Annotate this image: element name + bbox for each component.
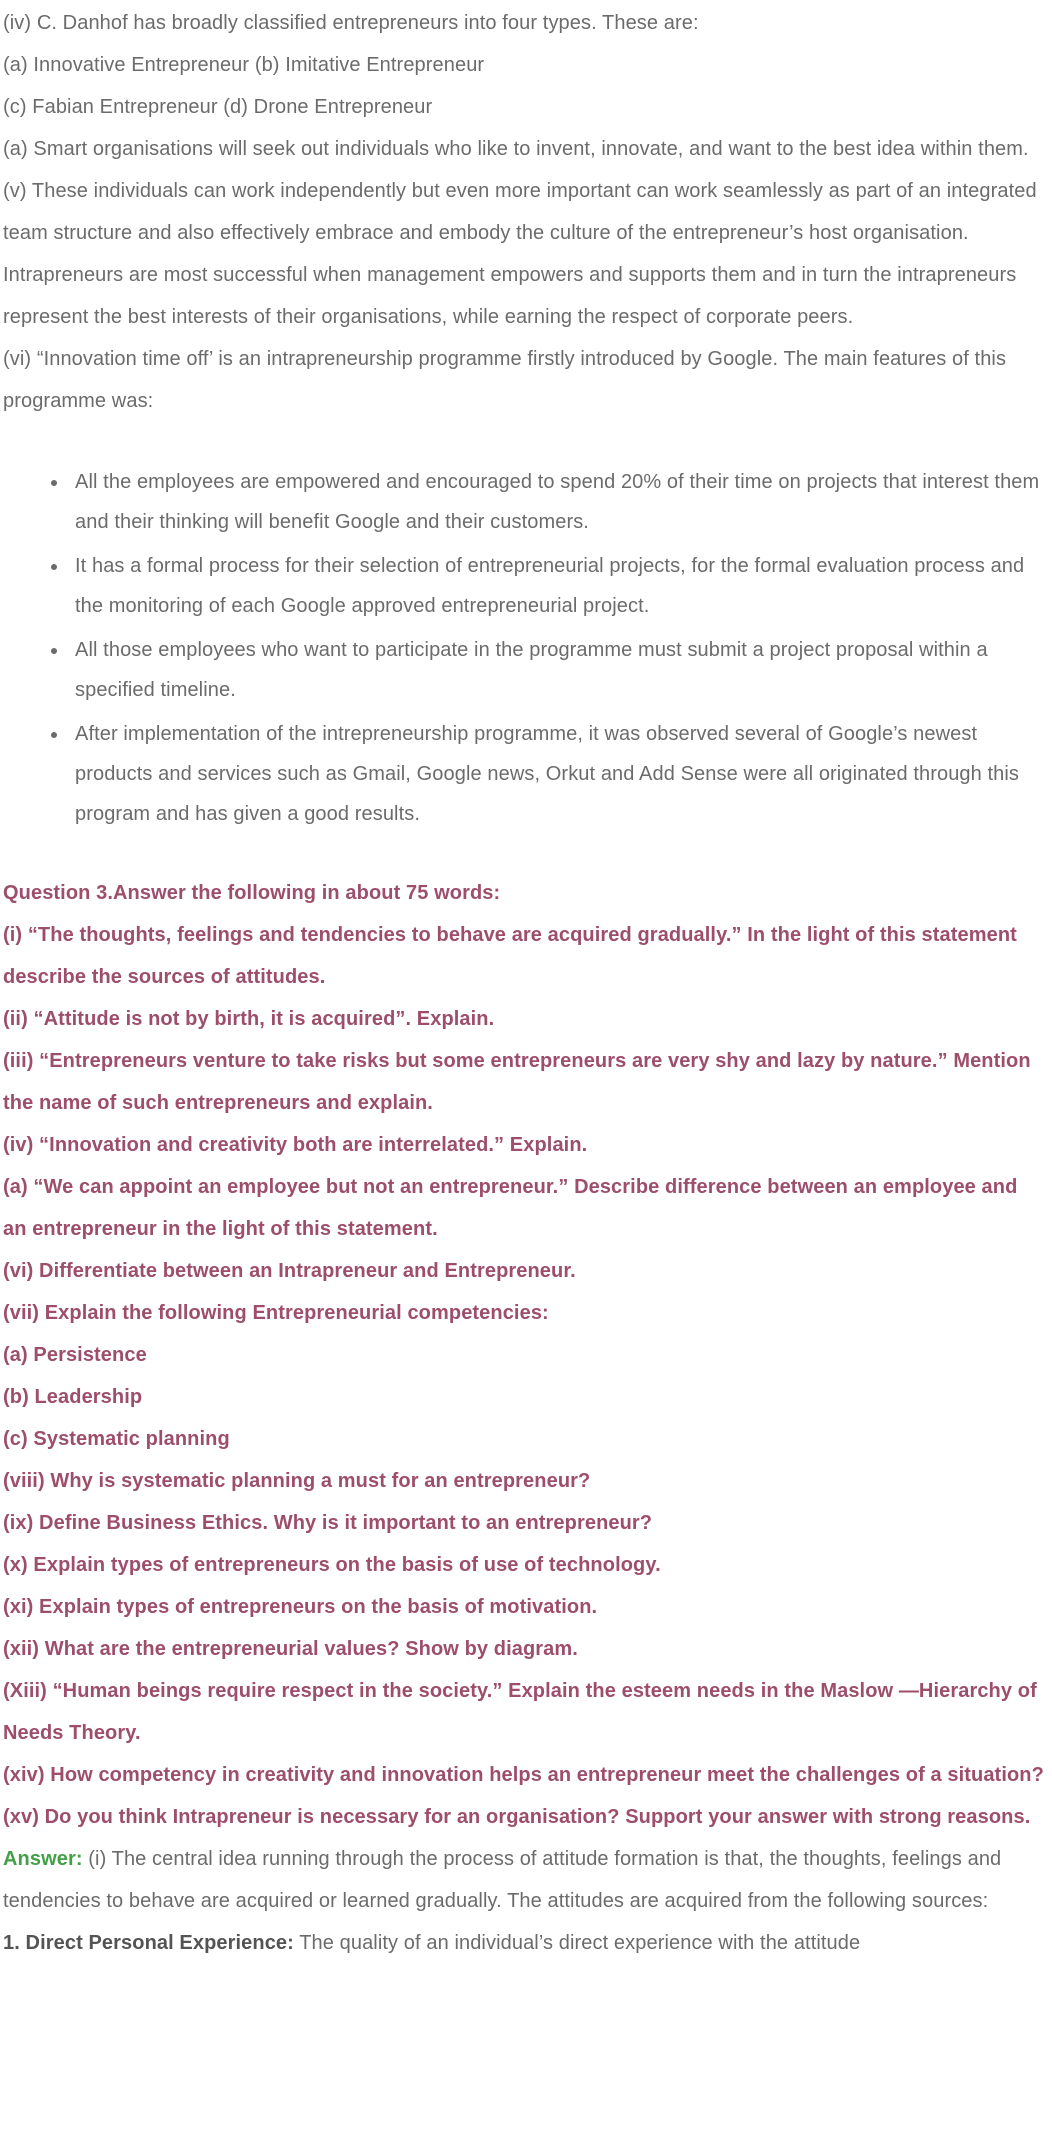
question-line: (x) Explain types of entrepreneurs on the basis of use of technology.: [3, 1554, 661, 1576]
question-heading: Question 3.Answer the following in about 75 words:: [3, 882, 501, 904]
question-line: (i) “The thoughts, feelings and tendencies to behave are acquired gradually.” In the light of this statement describe the sources of attitudes.: [3, 924, 1017, 988]
paragraph: (vi) “Innovation time off’ is an intrapreneurship programme firstly introduced by Google. The main features of this programme was:: [3, 348, 1007, 412]
question-section: [3, 872, 1044, 1838]
question-line: (xii) What are the entrepreneurial values? Show by diagram.: [3, 1638, 578, 1660]
source-term: 1. Direct Personal Experience:: [3, 1932, 294, 1954]
answer-source-item: [3, 1922, 1044, 1964]
question-line: (vii) Explain the following Entrepreneurial competencies:: [3, 1302, 549, 1324]
paragraph: (a) Innovative Entrepreneur (b) Imitative Entrepreneur: [3, 54, 485, 76]
question-line: (xv) Do you think Intrapreneur is necessary for an organisation? Support your answer with strong reasons.: [3, 1806, 1031, 1828]
list-item: • It has a formal process for their selection of entrepreneurial projects, for the formal evaluation process and the monitoring of each Google approved entrepreneurial project.: [69, 546, 1044, 626]
list-item: • All the employees are empowered and encouraged to spend 20% of their time on projects that interest them and their thinking will benefit Google and their customers.: [69, 462, 1044, 542]
answer-label: Answer:: [3, 1848, 83, 1870]
answer-text: (i) The central idea running through the process of attitude formation is that, the thoughts, feelings and tendencies to behave are acquired or learned gradually. The attitudes are acquired from the following sources:: [3, 1848, 1002, 1912]
answer-paragraph: [3, 1838, 1044, 1922]
source-text: The quality of an individual’s direct experience with the attitude: [293, 1932, 861, 1954]
question-line: (vi) Differentiate between an Intrapreneur and Entrepreneur.: [3, 1260, 576, 1282]
paragraph: (c) Fabian Entrepreneur (d) Drone Entrepreneur: [3, 96, 433, 118]
question-line: (c) Systematic planning: [3, 1428, 230, 1450]
question-line: (iv) “Innovation and creativity both are interrelated.” Explain.: [3, 1134, 588, 1156]
question-line: (a) Persistence: [3, 1344, 147, 1366]
question-line: (viii) Why is systematic planning a must for an entrepreneur?: [3, 1470, 591, 1492]
question-line: (iii) “Entrepreneurs venture to take risks but some entrepreneurs are very shy and lazy by nature.” Mention the name of such entrepreneurs and explain.: [3, 1050, 1031, 1114]
paragraph: (a) Smart organisations will seek out individuals who like to invent, innovate, and want to the best idea within them.: [3, 138, 1029, 160]
question-line: (b) Leadership: [3, 1386, 143, 1408]
list-item: • After implementation of the intrepreneurship programme, it was observed several of Google’s newest products and services such as Gmail, Google news, Orkut and Add Sense were all originated through this program and has given a good results.: [69, 714, 1044, 834]
question-line: (a) “We can appoint an employee but not an entrepreneur.” Describe difference between an employee and an entrepreneur in the light of this statement.: [3, 1176, 1018, 1240]
paragraph: (iv) C. Danhof has broadly classified entrepreneurs into four types. These are:: [3, 12, 699, 34]
list-item: • All those employees who want to participate in the programme must submit a project proposal within a specified timeline.: [69, 630, 1044, 710]
question-line: (xi) Explain types of entrepreneurs on the basis of motivation.: [3, 1596, 598, 1618]
question-line: (Xiii) “Human beings require respect in the society.” Explain the esteem needs in the Maslow —Hierarchy of Needs Theory.: [3, 1680, 1037, 1744]
feature-bullet-list: [3, 462, 1044, 834]
paragraph: (v) These individuals can work independently but even more important can work seamlessly as part of an integrated team structure and also effectively embrace and embody the culture of the entrepreneur’s host organisation. Intrapreneurs are most successful when management empowers and supports them and in turn the intrapreneurs represent the best interests of their organisations, while earning the respect of corporate peers.: [3, 180, 1037, 328]
question-line: (ix) Define Business Ethics. Why is it important to an entrepreneur?: [3, 1512, 653, 1534]
question-line: (xiv) How competency in creativity and innovation helps an entrepreneur meet the challenges of a situation?: [3, 1764, 1044, 1786]
question-line: (ii) “Attitude is not by birth, it is acquired”. Explain.: [3, 1008, 495, 1030]
